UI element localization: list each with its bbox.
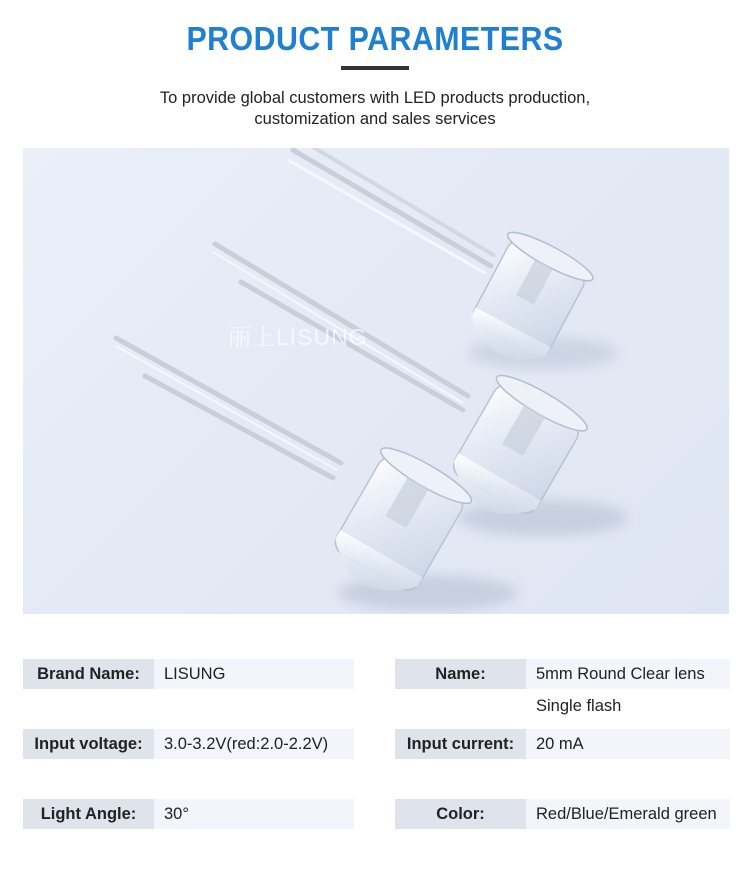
color-value: Red/Blue/Emerald green [526, 799, 730, 829]
input-voltage-label: Input voltage: [23, 729, 154, 759]
product-name-value: 5mm Round Clear lens [526, 659, 730, 689]
title-underline [341, 66, 409, 70]
input-current-value: 20 mA [526, 729, 730, 759]
brand-name-value: LISUNG [154, 659, 354, 689]
input-voltage-value: 3.0-3.2V(red:2.0-2.2V) [154, 729, 354, 759]
light-angle-value: 30° [154, 799, 354, 829]
brand-name-label: Brand Name: [23, 659, 154, 689]
subtitle-line-2: customization and sales services [254, 110, 496, 128]
product-name-label: Name: [395, 659, 526, 689]
color-label: Color: [395, 799, 526, 829]
watermark-logo: 丽上LISUNG [228, 324, 368, 350]
page-subtitle [0, 88, 750, 130]
led-illustration [23, 148, 729, 614]
product-photo [23, 148, 729, 614]
input-current-label: Input current: [395, 729, 526, 759]
light-angle-label: Light Angle: [23, 799, 154, 829]
product-name-value-line2: Single flash [536, 697, 622, 715]
subtitle-line-1: To provide global customers with LED products production, [159, 89, 591, 107]
page-title: PRODUCT PARAMETERS [186, 20, 564, 57]
